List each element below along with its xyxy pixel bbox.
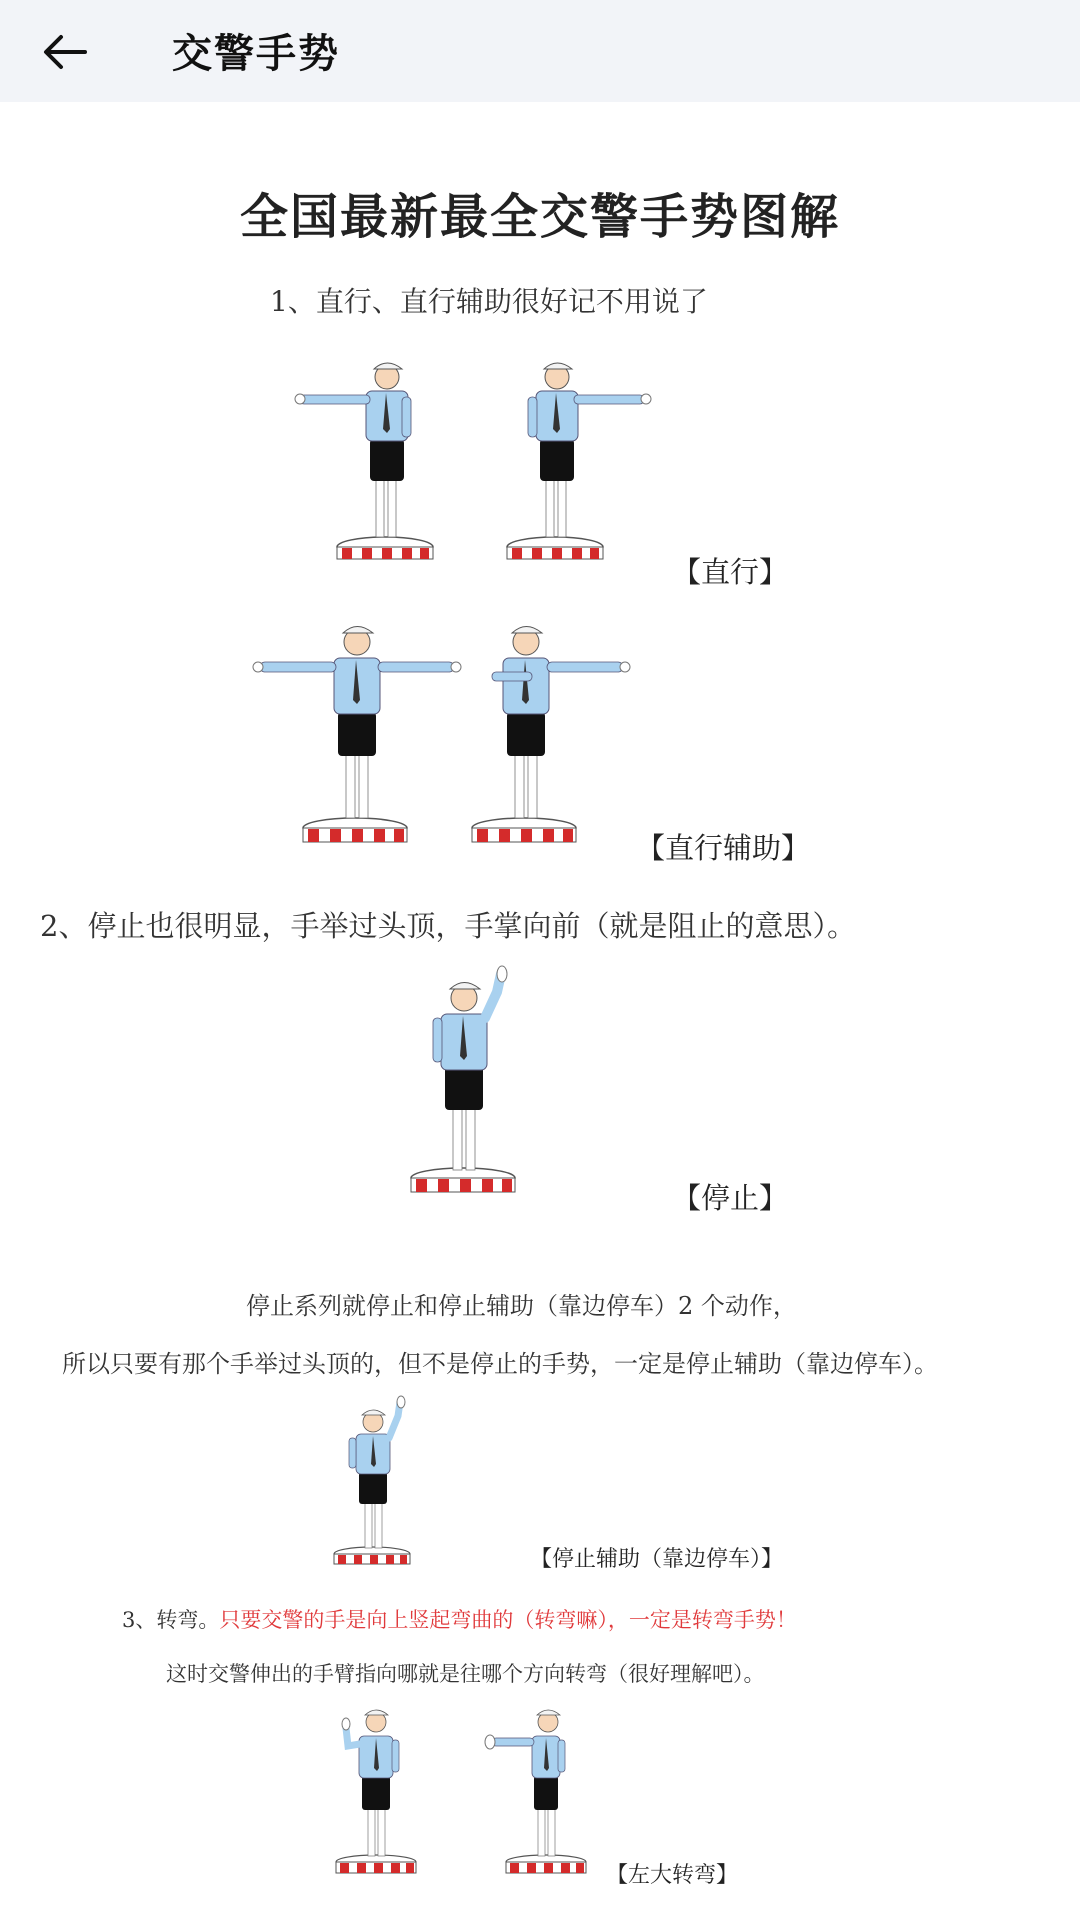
app-bar — [0, 0, 1080, 102]
arrow-left-icon — [41, 34, 87, 70]
officer-stop-figure — [405, 970, 535, 1210]
officer-straight-left-figure — [290, 357, 440, 567]
officer-straight-right-figure — [500, 357, 660, 567]
officer-straight-assist-figure-2 — [462, 620, 632, 850]
stop-note-1: 停止系列就停止和停止辅助（靠边停车）2 个动作， — [246, 1292, 797, 1320]
caption-straight: 【直行】 — [672, 555, 789, 589]
section-3-heading — [122, 1604, 797, 1634]
caption-left-turn: 【左大转弯】 — [606, 1863, 739, 1888]
officer-turn-figure-1 — [330, 1702, 430, 1882]
section-1-heading: 1、直行、直行辅助很好记不用说了 — [270, 285, 708, 318]
officer-stop-assist-figure — [332, 1398, 432, 1574]
caption-stop-assist: 【停止辅助（靠边停车）】 — [530, 1547, 784, 1572]
article-title: 全国最新最全交警手势图解 — [239, 189, 840, 245]
section-2-heading: 2、停止也很明显，手举过头顶，手掌向前（就是阻止的意思）。 — [40, 909, 856, 943]
article-content — [0, 102, 1080, 1920]
caption-stop: 【停止】 — [672, 1181, 789, 1215]
section-3-highlight: 只要交警的手是向上竖起弯曲的（转弯嘛），一定是转弯手势！ — [219, 1608, 797, 1632]
officer-straight-assist-figure-1 — [250, 620, 460, 850]
page-title: 交警手势 — [172, 31, 340, 77]
back-button[interactable] — [36, 24, 92, 80]
section-3-prefix: 3、转弯。 — [122, 1608, 220, 1632]
stop-note-2: 所以只要有那个手举过头顶的，但不是停止的手势，一定是停止辅助（靠边停车）。 — [62, 1350, 938, 1378]
officer-turn-figure-2 — [482, 1702, 592, 1882]
section-3-note: 这时交警伸出的手臂指向哪就是往哪个方向转弯（很好理解吧）。 — [166, 1662, 765, 1686]
caption-straight-assist: 【直行辅助】 — [636, 831, 811, 865]
